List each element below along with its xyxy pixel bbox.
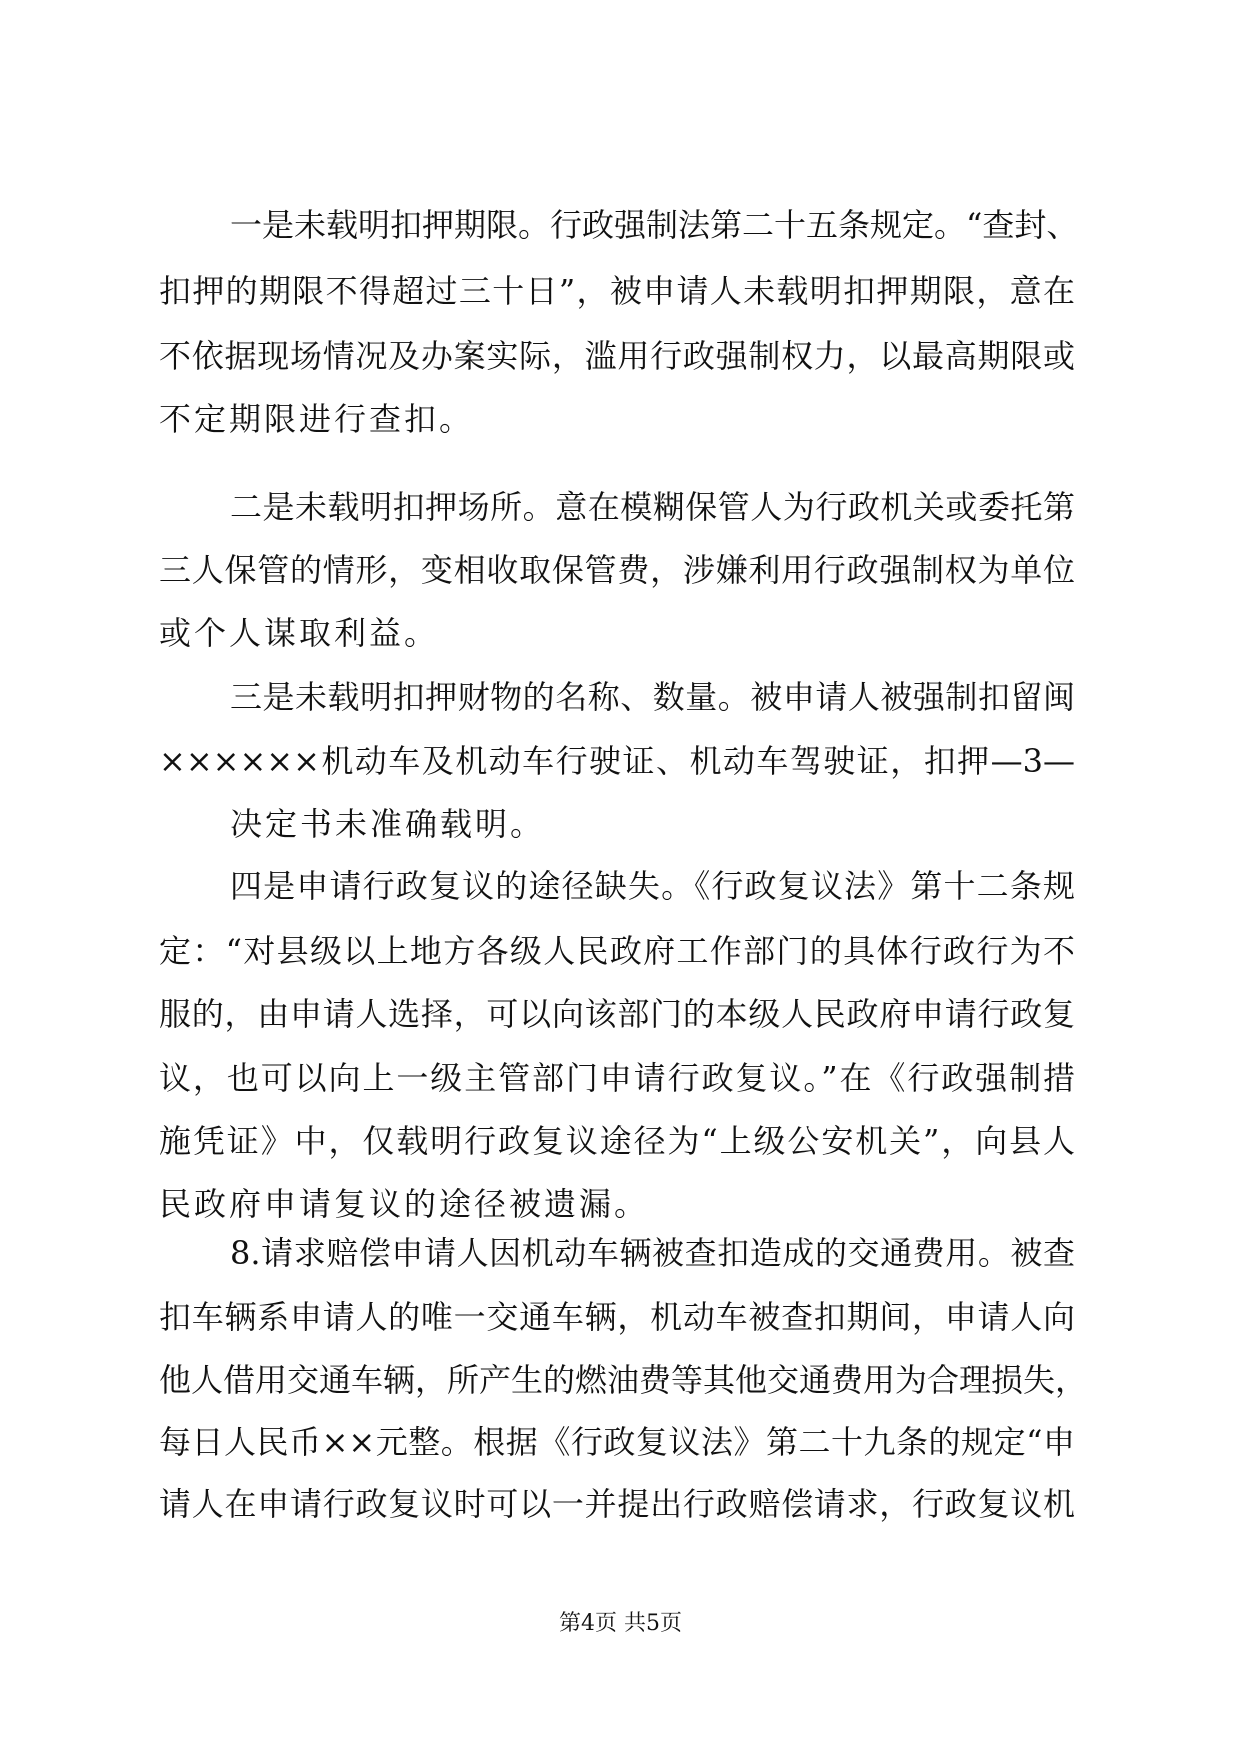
text-line: 三是未载明扣押财物的名称、数量。被申请人被强制扣留闽 <box>230 678 1075 716</box>
text-line: 他人借用交通车辆，所产生的燃油费等其他交通费用为合理损失， <box>159 1361 1088 1399</box>
text-line: 或个人谋取利益。 <box>159 614 440 652</box>
text-line: 四是申请行政复议的途径缺失。《行政复议法》第十二条规 <box>230 867 1075 905</box>
text-line: 扣押的期限不得超过三十日”，被申请人未载明扣押期限，意在 <box>159 272 1075 310</box>
page-footer: 第4页 共5页 <box>559 1611 682 1636</box>
text-line: 定：“对县级以上地方各级人民政府工作部门的具体行政行为不 <box>159 932 1075 970</box>
text-line: 每日人民币××元整。根据《行政复议法》第二十九条的规定“申 <box>159 1423 1075 1461</box>
text-line: 服的，由申请人选择，可以向该部门的本级人民政府申请行政复 <box>159 995 1075 1033</box>
text-line: 决定书未准确载明。 <box>230 805 546 843</box>
text-line: 三人保管的情形，变相收取保管费，涉嫌利用行政强制权为单位 <box>159 551 1075 589</box>
text-line: 请人在申请行政复议时可以一并提出行政赔偿请求，行政复议机 <box>159 1485 1075 1523</box>
text-line: 一是未载明扣押期限。行政强制法第二十五条规定。“查封、 <box>230 206 1079 244</box>
text-line: 不依据现场情况及办案实际，滥用行政强制权力，以最高期限或 <box>159 337 1075 375</box>
text-line: 不定期限进行查扣。 <box>159 400 475 438</box>
text-line: 8.请求赔偿申请人因机动车辆被查扣造成的交通费用。被查 <box>230 1234 1075 1272</box>
text-line: 施凭证》中，仅载明行政复议途径为“上级公安机关”，向县人 <box>159 1122 1075 1160</box>
text-line: 二是未载明扣押场所。意在模糊保管人为行政机关或委托第 <box>230 488 1075 526</box>
text-line: 扣车辆系申请人的唯一交通车辆，机动车被查扣期间，申请人向 <box>159 1298 1075 1336</box>
text-line: ××××××机动车及机动车行驶证、机动车驾驶证，扣押—3— <box>159 742 1075 780</box>
text-line: 民政府申请复议的途径被遗漏。 <box>159 1185 650 1223</box>
text-line: 议，也可以向上一级主管部门申请行政复议。”在《行政强制措 <box>159 1059 1075 1097</box>
